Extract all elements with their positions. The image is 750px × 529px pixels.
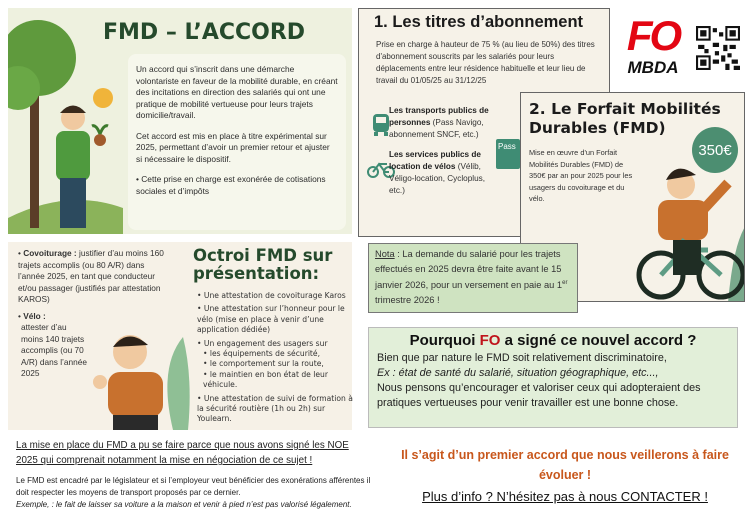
titres-description: Prise en charge à hauteur de 75 % (au lieu de 50%) des titres d'abonnement souscrits par les salariés pour leurs déplacements entre leur résidence habituelle et leur lieu de travail du 01/05/25 au 31/12/25: [376, 40, 595, 85]
cyclist-illustration: [633, 155, 745, 302]
contact-link[interactable]: Plus d’info ? N’hésitez pas à nous CONTACTER !: [422, 489, 708, 504]
legal-note: Le FMD est encadré par le législateur et si l’employeur veut bénéficier des exonérations afférentes il doit respecter les moyens de transport proposés par ce dernier. Exemple, : le fait de laisser sa voiture a la maison et venir à pied n’est pas valorisé légalement.: [16, 476, 371, 509]
velo-condition: • Vélo : attester d’au moins 140 trajets accomplis (ou 70 A/R) dans l’année 2025: [18, 310, 87, 378]
why-example: Ex : état de santé du salarié, situation géographique, etc...,: [377, 367, 659, 379]
accord-bullet: • Cette prise en charge est exonérée de cotisations sociales et d’impôts: [136, 174, 326, 196]
first-agreement-note: Il s’agit d’un premier accord que nous veillerons à faire évoluer !: [401, 448, 729, 482]
nota-box: Nota : La demande du salarié pour les trajets effectués en 2025 devra être faite avant le 15 janvier 2026, pour un versement en paie au 1er trimestre 2026 !: [368, 243, 578, 313]
octroi-subitem: • le comportement sur la route,: [203, 359, 324, 369]
location-velos-item: Les services publics de location de vélos (Vélib, Véligo-location, Cycloplus, etc.): [389, 150, 486, 195]
man-with-tree-illustration: [8, 18, 123, 234]
octroi-title: Octroi FMD sur présentation:: [193, 246, 333, 283]
accord-panel: [8, 8, 352, 234]
nota-label: Nota: [375, 249, 395, 259]
noe-note: La mise en place du FMD a pu se faire parce que nous avons signé les NOE 2025 qui comprenait notamment la mise en négociation de ce sujet !: [16, 440, 349, 466]
accord-title: FMD – L’ACCORD: [103, 20, 306, 45]
accord-paragraph-1: Un accord qui s’inscrit dans une démarche volontariste en faveur de la mobilité durable, en créant des incitations en direction des salariés qui ont une pratique de mobilité vertueuse pour leurs trajets domicilie/travail.: [136, 64, 338, 120]
fmd-description: Mise en œuvre d'un Forfait Mobilités Durables (FMD) de 350€ par an pour 2025 pour les usagers du covoiturage et du vélo.: [529, 148, 633, 203]
fo-mbda-logo: FO MBDA: [626, 12, 680, 77]
qr-code[interactable]: [695, 26, 741, 70]
fmd-title: 2. Le Forfait Mobilités Durables (FMD): [529, 100, 721, 137]
octroi-item: • Une attestation sur l’honneur pour le vélo (mise en place à venir d’une application dédiée): [197, 304, 345, 335]
octroi-list: [197, 291, 357, 428]
thumbs-up-man-illustration: [88, 327, 193, 430]
bus-icon: [372, 113, 390, 137]
conditions-panel: [8, 242, 352, 430]
amount-badge: 350€: [692, 127, 738, 173]
pass-card-icon: Pass: [496, 139, 520, 169]
why-line: Nous pensons qu’encourager et valoriser ceux qui adopteraient des pratiques vertueuses pour venir travailler est une bonne chose.: [377, 382, 701, 409]
accord-paragraph-2: Cet accord est mis en place à titre expérimental sur 2025, permettant d’avoir un premier retour et ajuster si nécessaire le dispositif.: [136, 130, 330, 164]
why-line: Bien que par nature le FMD soit relativement discriminatoire,: [377, 352, 667, 364]
octroi-subitem: • le maintien en bon état de leur véhicule.: [203, 369, 328, 390]
octroi-item: • Un engagement des usagers sur • les équipements de sécurité, • le comportement sur la route, • le maintien en bon état de leur véhicule.: [197, 339, 357, 391]
octroi-item: • Une attestation de suivi de formation à la sécurité routière (1h ou 2h) sur Youlearn.: [197, 393, 353, 424]
transport-publics-item: Les transports publics de personnes (Pass Navigo, abonnement SNCF, etc.): [389, 106, 489, 139]
why-title: Pourquoi FO a signé ce nouvel accord ?: [409, 332, 697, 349]
octroi-item: • Une attestation de covoiturage Karos: [197, 291, 346, 300]
titres-title: 1. Les titres d’abonnement: [374, 13, 584, 31]
accord-text-box: [128, 54, 346, 230]
covoiturage-condition: • Covoiturage : justifier d’au moins 160 trajets accomplis (ou 80 A/R) dans l’année 2025, en tant que conducteur et/ou passager (justifiés par attestation KAROS): [18, 248, 164, 304]
why-fo-box: [368, 327, 738, 428]
octroi-subitem: • les équipements de sécurité,: [203, 349, 320, 359]
